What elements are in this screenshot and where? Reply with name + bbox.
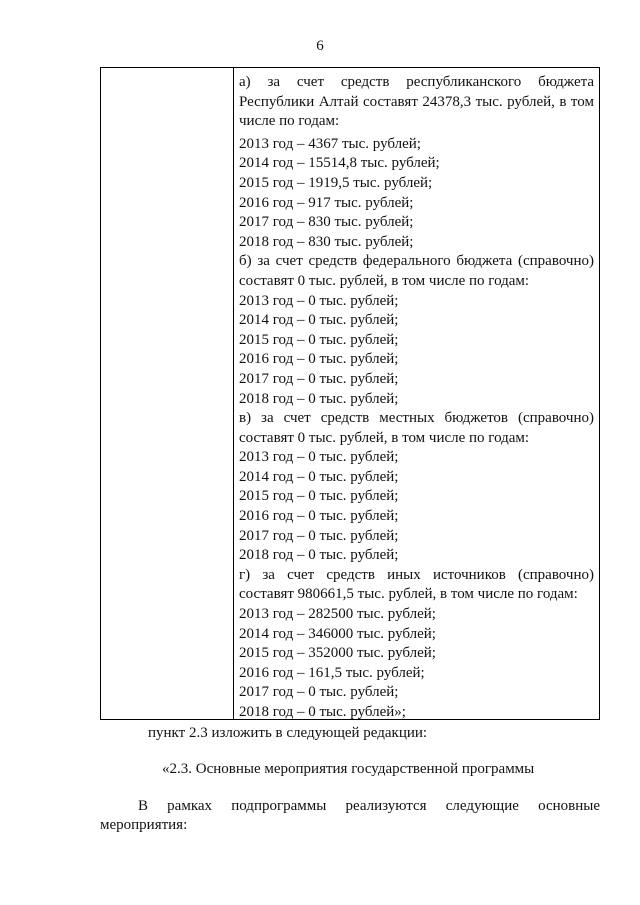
federal-budget-year-line: 2016 год – 0 тыс. рублей; xyxy=(239,351,399,368)
other-sources-year-line: 2015 год – 352000 тыс. рублей; xyxy=(239,645,436,662)
other-sources-text-line: составят 980661,5 тыс. рублей, в том числе по годам: xyxy=(239,586,578,603)
local-budget-year-line: 2014 год – 0 тыс. рублей; xyxy=(239,468,399,485)
federal-budget-text-line: составят 0 тыс. рублей, в том числе по годам: xyxy=(239,272,530,289)
local-budget-year-line: 2013 год – 0 тыс. рублей; xyxy=(239,449,399,466)
local-budget-year-line: 2015 год – 0 тыс. рублей; xyxy=(239,488,399,505)
local-budget-text-line: составят 0 тыс. рублей, в том числе по годам: xyxy=(239,429,530,446)
section-paragraph xyxy=(100,797,600,835)
local-budget-year-line: 2016 год – 0 тыс. рублей; xyxy=(239,508,399,525)
table-column-divider xyxy=(233,68,234,719)
federal-budget-year-line: 2013 год – 0 тыс. рублей; xyxy=(239,292,399,309)
other-sources-year-line: 2013 год – 282500 тыс. рублей; xyxy=(239,606,436,623)
local-budget-text-line: в) за счет средств местных бюджетов (справочно) xyxy=(239,410,594,427)
republic-budget-text-line: Республики Алтай составят 24378,3 тыс. рублей, в том xyxy=(239,93,594,110)
republic-budget-text-line: а) за счет средств республиканского бюджета xyxy=(239,74,594,90)
federal-budget-year-line: 2015 год – 0 тыс. рублей; xyxy=(239,331,399,348)
section-paragraph-line: мероприятия: xyxy=(100,817,188,833)
republic-budget-year-line: 2016 год – 917 тыс. рублей; xyxy=(239,194,414,211)
federal-budget-text-line: б) за счет средств федерального бюджета (справочно) xyxy=(239,253,594,270)
federal-budget-year-line: 2014 год – 0 тыс. рублей; xyxy=(239,312,399,329)
republic-budget-year-line: 2017 год – 830 тыс. рублей; xyxy=(239,214,414,231)
other-sources-year-line: 2017 год – 0 тыс. рублей; xyxy=(239,684,399,701)
other-sources-year-line: 2016 год – 161,5 тыс. рублей; xyxy=(239,664,425,681)
other-sources-text-line: г) за счет средств иных источников (справочно) xyxy=(239,566,594,583)
local-budget-year-line: 2018 год – 0 тыс. рублей; xyxy=(239,547,399,564)
funding-table xyxy=(100,67,600,720)
section-paragraph-line: В рамках подпрограммы реализуются следующие основные xyxy=(138,798,600,814)
federal-budget-year-line: 2017 год – 0 тыс. рублей; xyxy=(239,370,399,387)
republic-budget-year-line: 2013 год – 4367 тыс. рублей; xyxy=(239,135,421,152)
amendment-instruction: пункт 2.3 изложить в следующей редакции: xyxy=(148,725,428,741)
republic-budget-year-line: 2014 год – 15514,8 тыс. рублей; xyxy=(239,155,440,172)
republic-budget-year-line: 2015 год – 1919,5 тыс. рублей; xyxy=(239,174,433,191)
republic-budget-text-line: числе по годам: xyxy=(239,113,340,130)
local-budget-year-line: 2017 год – 0 тыс. рублей; xyxy=(239,527,399,544)
other-sources-year-line: 2014 год – 346000 тыс. рублей; xyxy=(239,625,436,642)
section-heading: «2.3. Основные мероприятия государственной программы xyxy=(162,761,535,777)
republic-budget-year-line: 2018 год – 830 тыс. рублей; xyxy=(239,233,414,250)
other-sources-year-line: 2018 год – 0 тыс. рублей»; xyxy=(239,704,406,720)
funding-cell xyxy=(239,73,594,723)
federal-budget-year-line: 2018 год – 0 тыс. рублей; xyxy=(239,390,399,407)
page-number: 6 xyxy=(316,38,324,54)
